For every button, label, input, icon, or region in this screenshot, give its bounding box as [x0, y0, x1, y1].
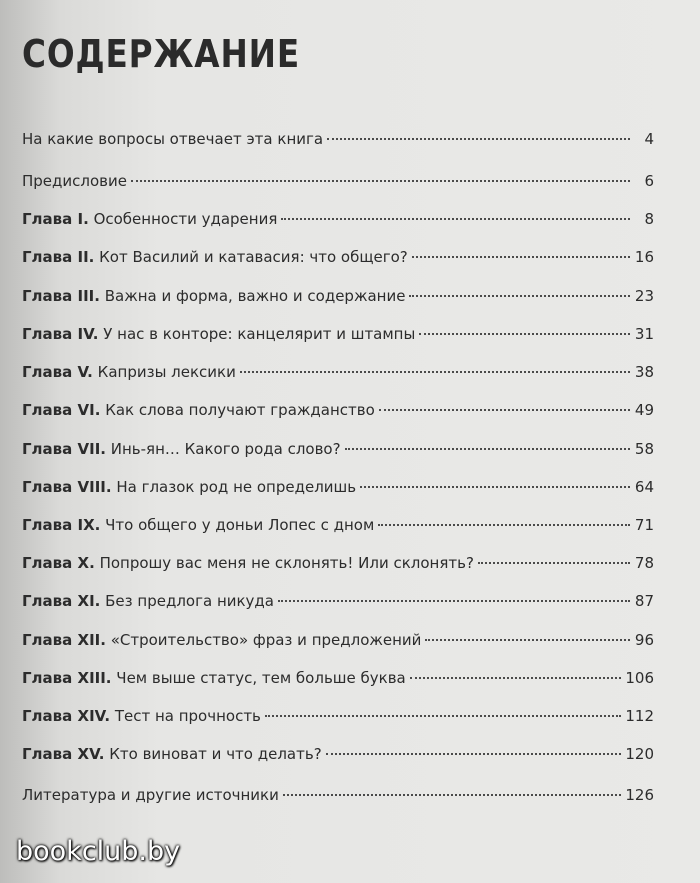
chapter-number: Глава IX.: [22, 516, 101, 534]
toc-entry: [22, 434, 654, 464]
chapter-number: Глава XIII.: [22, 669, 112, 687]
page-number: 8: [644, 210, 654, 228]
chapter-number: Глава VI.: [22, 401, 101, 419]
toc-entry-label: [22, 780, 279, 810]
chapter-title: На какие вопросы отвечает эта книга: [22, 130, 324, 148]
dot-leader: [131, 180, 630, 182]
toc-entry-label: [22, 204, 277, 234]
toc-entry: [22, 780, 654, 810]
chapter-title: Попрошу вас меня не склонять! Или склонять?: [99, 554, 474, 572]
chapter-title: «Строительство» фраз и предложений: [110, 631, 422, 649]
page-title: СОДЕРЖАНИЕ: [22, 32, 301, 76]
toc-entry: [22, 701, 654, 731]
chapter-title: У нас в конторе: канцелярит и штампы: [103, 325, 416, 343]
chapter-title: Капризы лексики: [97, 363, 236, 381]
toc-entry: [22, 663, 654, 693]
toc-entry-label: [22, 472, 356, 502]
chapter-number: Глава XII.: [22, 631, 106, 649]
page-number: 78: [634, 554, 654, 572]
toc-entry: [22, 472, 654, 502]
page-number: 71: [634, 516, 654, 534]
chapter-number: Глава V.: [22, 363, 93, 381]
page-number: 112: [625, 707, 654, 725]
chapter-title: Тест на прочность: [114, 707, 261, 725]
chapter-number: Глава XIV.: [22, 707, 111, 725]
toc-entry-label: [22, 739, 322, 769]
dot-leader: [281, 218, 630, 220]
toc-entry: [22, 319, 654, 349]
toc-entry: [22, 625, 654, 655]
dot-leader: [378, 524, 630, 526]
toc-entry-label: [22, 625, 421, 655]
chapter-number: Глава IV.: [22, 325, 99, 343]
toc-entry: [22, 204, 654, 234]
toc-entry: [22, 242, 654, 272]
dot-leader: [327, 138, 630, 140]
dot-leader: [478, 562, 630, 564]
page-number: 16: [634, 248, 654, 266]
dot-leader: [345, 448, 630, 450]
toc-entry-label: [22, 434, 341, 464]
dot-leader: [278, 600, 630, 602]
toc-entry-label: [22, 663, 406, 693]
dot-leader: [326, 753, 622, 755]
toc-entry-label: [22, 166, 127, 196]
chapter-title: Предисловие: [22, 172, 127, 190]
dot-leader: [419, 333, 630, 335]
toc-entry: [22, 357, 654, 387]
page-number: 96: [634, 631, 654, 649]
chapter-title: Литература и другие источники: [22, 786, 279, 804]
toc-entry-label: [22, 701, 261, 731]
page-number: 106: [625, 669, 654, 687]
chapter-number: Глава XI.: [22, 592, 101, 610]
page-number: 6: [644, 172, 654, 190]
dot-leader: [410, 677, 622, 679]
dot-leader: [425, 639, 630, 641]
page-number: 58: [634, 440, 654, 458]
chapter-number: Глава XV.: [22, 745, 105, 763]
toc-entry-label: [22, 586, 274, 616]
toc-entry-label: [22, 395, 375, 425]
toc-entry-label: [22, 510, 374, 540]
chapter-title: Кто виноват и что делать?: [109, 745, 322, 763]
page-number: 23: [634, 287, 654, 305]
toc-entry: [22, 586, 654, 616]
chapter-number: Глава VII.: [22, 440, 106, 458]
page-number: 4: [644, 130, 654, 148]
toc-entry: [22, 739, 654, 769]
toc-entry-label: [22, 319, 415, 349]
toc-entry: [22, 510, 654, 540]
page-number: 31: [634, 325, 654, 343]
toc-entry: [22, 548, 654, 578]
chapter-title: Кот Василий и катавасия: что общего?: [99, 248, 408, 266]
page-number: 87: [634, 592, 654, 610]
toc-entry-label: [22, 242, 408, 272]
chapter-number: Глава II.: [22, 248, 95, 266]
toc-entry: [22, 395, 654, 425]
dot-leader: [283, 794, 622, 796]
toc-entry-label: [22, 357, 236, 387]
chapter-title: На глазок род не определишь: [116, 478, 357, 496]
watermark: bookclub.by: [16, 836, 181, 867]
chapter-title: Как слова получают гражданство: [105, 401, 375, 419]
toc-entry-label: [22, 124, 323, 154]
chapter-title: Чем выше статус, тем больше буква: [116, 669, 406, 687]
dot-leader: [360, 486, 630, 488]
page-number: 49: [634, 401, 654, 419]
page-number: 120: [625, 745, 654, 763]
chapter-number: Глава I.: [22, 210, 89, 228]
dot-leader: [265, 715, 621, 717]
toc-entry-label: [22, 548, 474, 578]
page-number: 64: [634, 478, 654, 496]
chapter-title: Без предлога никуда: [105, 592, 274, 610]
chapter-number: Глава III.: [22, 287, 100, 305]
toc-entry-label: [22, 281, 405, 311]
chapter-number: Глава VIII.: [22, 478, 112, 496]
dot-leader: [240, 371, 630, 373]
dot-leader: [412, 256, 630, 258]
chapter-title: Инь-ян… Какого рода слово?: [110, 440, 341, 458]
chapter-title: Важна и форма, важно и содержание: [104, 287, 406, 305]
chapter-title: Особенности ударения: [93, 210, 278, 228]
toc-entry: [22, 124, 654, 154]
toc-entry: [22, 281, 654, 311]
page-number: 38: [634, 363, 654, 381]
dot-leader: [409, 295, 630, 297]
chapter-title: Что общего у доньи Лопес с дном: [105, 516, 375, 534]
page-number: 126: [625, 786, 654, 804]
toc-entry: [22, 166, 654, 196]
dot-leader: [379, 409, 630, 411]
chapter-number: Глава X.: [22, 554, 95, 572]
